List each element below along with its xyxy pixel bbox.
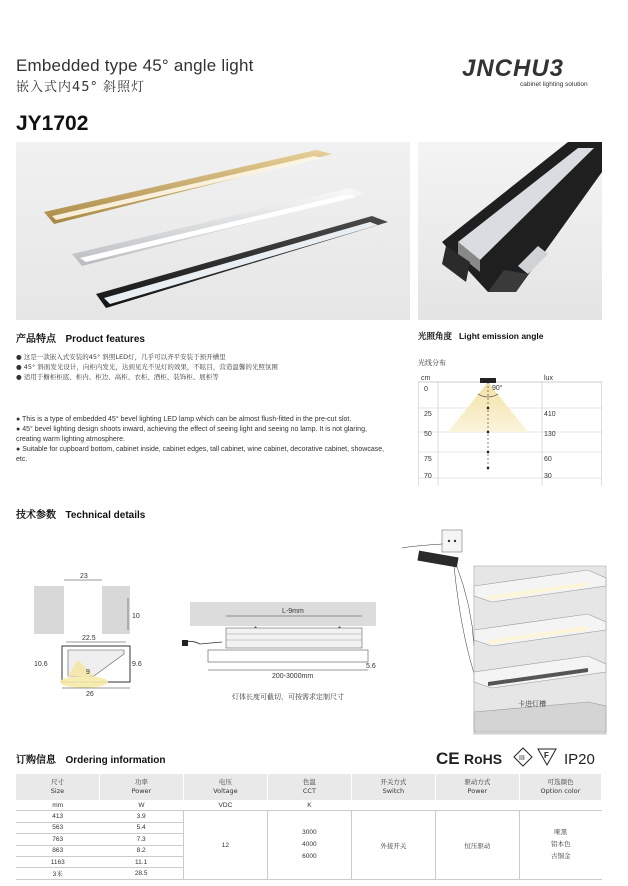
dim-top-width: 23 [80,573,88,580]
list-item: ● Suitable for cupboard bottom, cabinet inside, cabinet edges, tall cabinet, wine cabinet, decorative cabinet, showcase, etc. [16,446,385,463]
table-row: 863 8.2 [16,845,602,856]
technical-heading [16,506,145,521]
length-drawing [182,598,378,678]
technical-heading-cn: 技术参数 [16,510,56,521]
column-header: 功率 Power [99,774,183,800]
class3-icon: III [519,755,525,762]
light-distribution-diagram [418,368,602,486]
dim-mid-width: 22.5 [82,635,96,642]
column-header: 可选颜色 Option color [519,774,601,800]
f-mark-icon: F [544,751,549,760]
emission-heading-cn: 光照角度 [418,332,453,342]
ce-mark: CE [436,749,460,768]
emission-heading-en: Light emission angle [458,331,544,341]
logo-subtitle: cabinet lighting solution [520,81,588,88]
certifications [436,746,606,768]
brand-logo [462,55,612,79]
driver-cell: 恒压驱动 [435,811,519,879]
lux-unit: lux [544,375,553,382]
cm-value: 0 [424,386,428,393]
product-photo-bars [16,142,410,320]
voltage-cell: 12 [183,811,267,879]
list-item: ● 45° 斜面发光设计，向柜内发光，达到见光不见灯的效果，不眩目，营造温馨的光照氛围 [16,363,278,371]
table-row: 1163 11.1 [16,856,602,867]
table-header-row [16,774,602,800]
cross-section-drawing [28,570,168,700]
cct-cell: 3000 4000 6000 [267,811,351,879]
table-row: 563 5.4 [16,822,602,833]
lux-value: 30 [544,473,552,480]
dim-left-height: 10.6 [34,661,48,668]
title-en: Embedded type 45° angle light [16,56,254,75]
list-item: ● 这是一款嵌入式安装的45° 斜照LED灯，几乎可以齐平安装于预开槽里 [16,353,226,361]
features-heading-cn: 产品特点 [16,334,56,345]
lux-value: 130 [544,431,556,438]
cm-value: 70 [424,473,432,480]
ordering-heading [16,751,165,766]
ordering-table [16,774,602,880]
features-heading [16,330,145,345]
cm-value: 50 [424,431,432,438]
features-heading-en: Product features [65,334,145,345]
model-number: JY1702 [16,112,89,135]
rohs-mark: RoHS [464,751,503,767]
features-cn-list [16,352,406,382]
lux-value: 410 [544,411,556,418]
table-row: 763 7.3 [16,834,602,845]
dim-depth: 10 [132,613,140,620]
cut-note: 灯体长度可截切，可按需求定制尺寸 [232,693,344,701]
product-photo-profile [418,142,602,320]
length-range: 200-3000mm [272,673,314,678]
switch-cell: 外接开关 [351,811,435,879]
logo-wordmark [462,55,612,79]
column-header: 开关方式 Switch [351,774,435,800]
table-row: mm W VDC K [16,800,602,811]
color-cell: 哑黑 铝本色 古铜金 [519,811,601,879]
features-en-list [16,415,386,465]
install-label: 卡进灯槽 [518,700,546,708]
emission-subtitle: 光线分布 [418,359,446,367]
emission-heading [418,330,544,342]
technical-heading-en: Technical details [65,510,146,521]
list-item: ● 45° bevel lighting design shoots inward, achieving the effect of seeing light and seeing no lamp. It is not glaring, creating warm lighting atmosphere. [16,426,367,443]
table-row: 413 3.9 12 3000 4000 6000 外接开关 恒压驱动 哑黑 铝本色 古铜金 [16,811,602,822]
length-label: L-9mm [282,608,304,615]
column-header: 电压 Voltage [183,774,267,800]
end-dimension: 5.6 [366,663,376,670]
dim-inner: 9 [86,669,90,676]
column-header: 色温 CCT [267,774,351,800]
cm-value: 75 [424,456,432,463]
list-item: ● 适用于橱柜柜底、柜内、柜边、高柜、衣柜、酒柜、装饰柜、展柜等 [16,373,219,381]
logo-text: JNCHU3 [462,55,565,79]
list-item: ● This is a type of embedded 45° bevel lighting LED lamp which can be almost flush-fitted in the pre-cut slot. [16,416,352,423]
title-cn: 嵌入式内45° 斜照灯 [16,80,146,95]
cm-value: 25 [424,411,432,418]
ordering-heading-cn: 订购信息 [16,755,56,766]
table-row: 3米 28.5 [16,868,602,879]
lux-value: 60 [544,456,552,463]
column-header: 尺寸 Size [16,774,99,800]
angle-label: 90° [492,385,503,392]
dim-right-height: 9.6 [132,661,142,668]
cm-unit: cm [421,375,431,382]
column-header: 驱动方式 Power [435,774,519,800]
ip-rating: IP20 [564,751,595,768]
installation-drawing [392,526,608,736]
dim-bottom-width: 26 [86,691,94,698]
ordering-heading-en: Ordering information [65,755,166,766]
